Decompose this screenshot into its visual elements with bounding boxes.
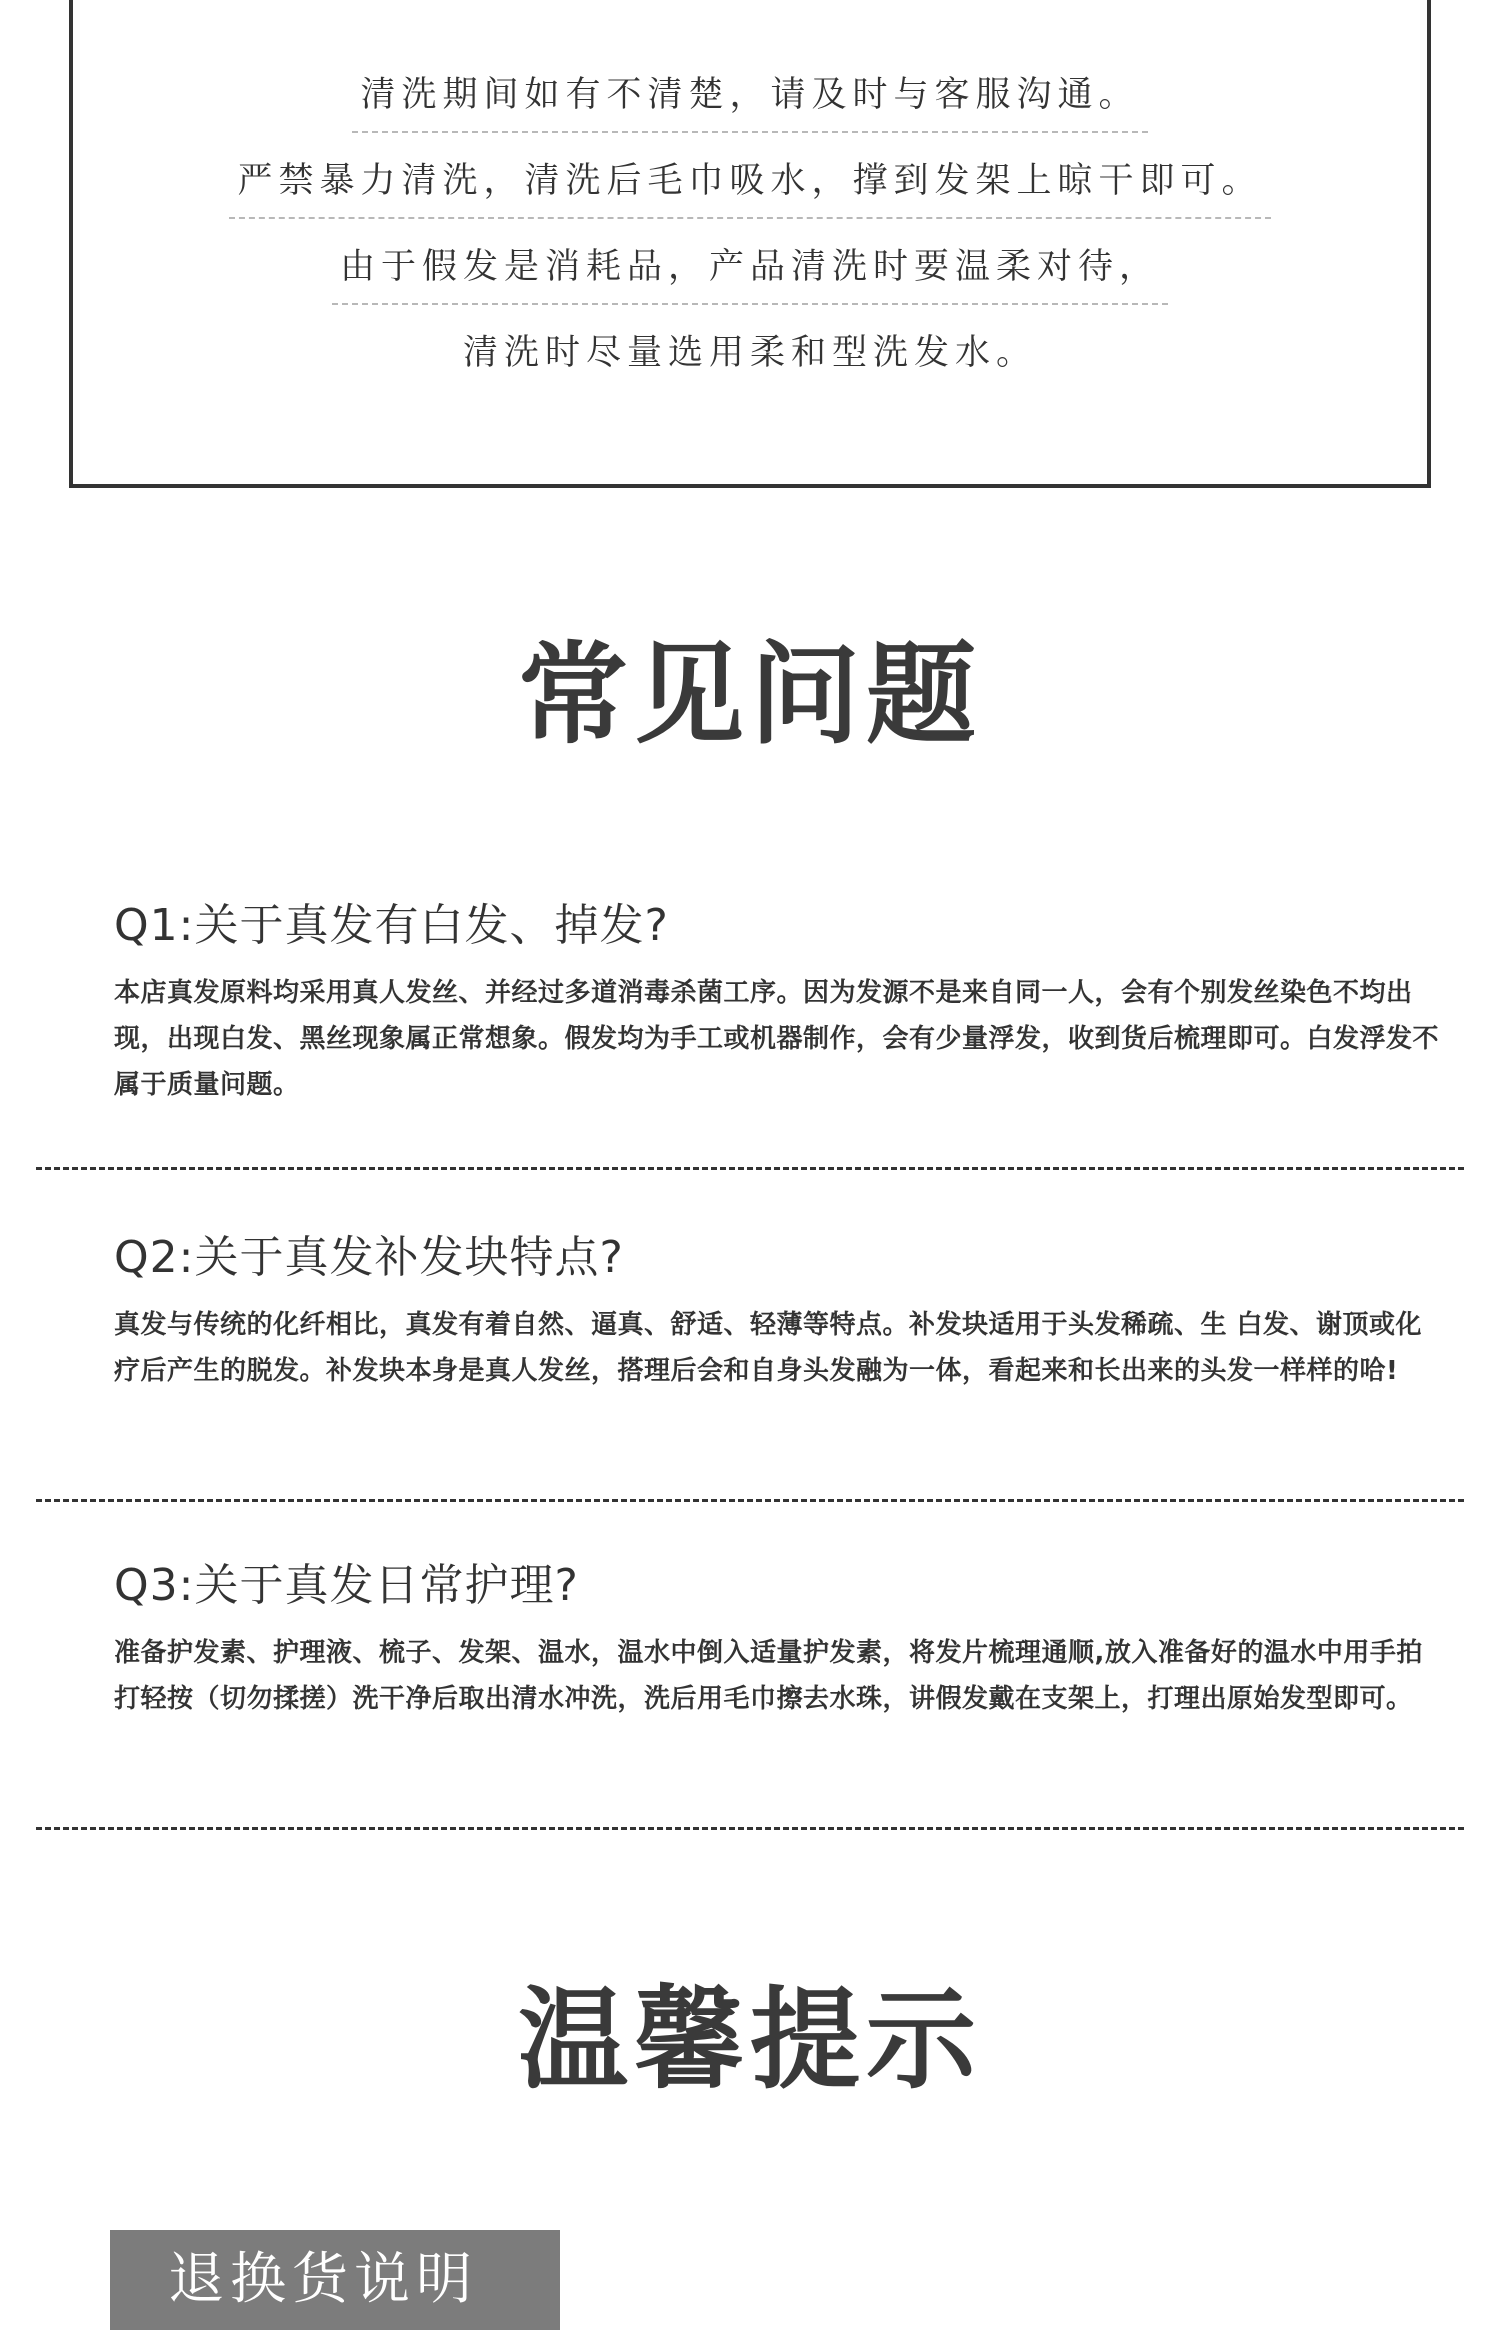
tips-section-title: 温馨提示 [518, 1976, 982, 2104]
care-note-text: 清洗时尽量选用柔和型洗发水。 [462, 333, 1037, 373]
faq-divider [36, 1827, 1464, 1830]
return-exchange-tab: 退换货说明 [110, 2230, 560, 2330]
faq-answer: 本店真发原料均采用真人发丝、并经过多道消毒杀菌工序。因为发源不是来自同一人，会有个别发丝染色不均出现，出现白发、黑丝现象属正常想象。假发均为手工或机器制作，会有少量浮发，收到货后梳理即可。白发浮发不属于质量问题。 [114, 978, 1440, 1100]
faq-item [114, 1560, 1444, 1722]
faq-answer: 准备护发素、护理液、梳子、发架、温水，温水中倒入适量护发素，将发片梳理通顺,放入准备好的温水中用手拍打轻按（切勿揉搓）洗干净后取出清水冲洗，洗后用毛巾擦去水珠，讲假发戴在支架上，打理出原始发型即可。 [114, 1638, 1423, 1714]
faq-question: Q1:关于真发有白发、掉发? [114, 900, 669, 951]
care-note-line [73, 247, 1427, 305]
care-note-text: 严禁暴力清洗，清洗后毛巾吸水，撑到发架上晾干即可。 [229, 164, 1270, 219]
care-note-line [73, 333, 1427, 389]
faq-answer: 真发与传统的化纤相比，真发有着自然、逼真、舒适、轻薄等特点。补发块适用于头发稀疏、生 白发、谢顶或化疗后产生的脱发。补发块本身是真人发丝，搭理后会和自身头发融为一体，看起来和长出来的头发一样样的哈! [114, 1310, 1423, 1386]
faq-question: Q2:关于真发补发块特点? [114, 1232, 624, 1283]
faq-item [114, 1232, 1444, 1394]
faq-divider [36, 1167, 1464, 1170]
care-note-line [73, 161, 1427, 219]
faq-item [114, 900, 1444, 1108]
faq-section-title: 常见问题 [518, 631, 982, 759]
care-note-text: 清洗期间如有不清楚，请及时与客服沟通。 [352, 78, 1147, 133]
faq-divider [36, 1499, 1464, 1502]
care-notes-box [69, 0, 1431, 488]
care-note-line [73, 75, 1427, 133]
care-note-text: 由于假发是消耗品，产品清洗时要温柔对待， [332, 250, 1168, 305]
faq-question: Q3:关于真发日常护理? [114, 1560, 579, 1611]
